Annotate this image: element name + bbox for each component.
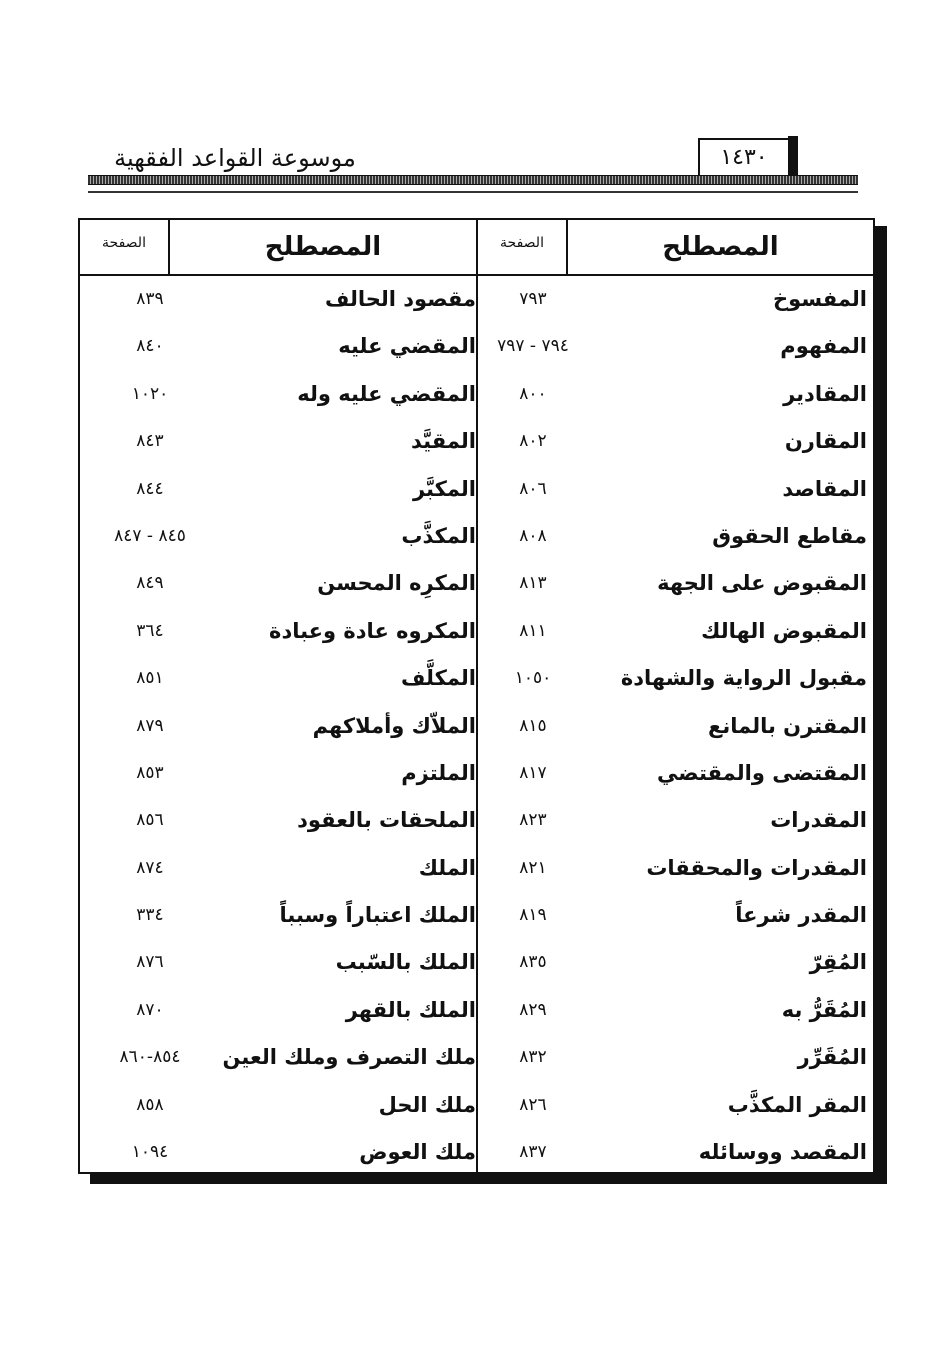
index-page: ٨٧٩ xyxy=(136,715,164,736)
left-header-row xyxy=(80,220,476,276)
index-page: ٨٢١ xyxy=(519,857,547,878)
index-row xyxy=(478,845,873,892)
index-page: ٨٧٠ xyxy=(136,999,164,1020)
table-shadow-right xyxy=(875,226,887,1184)
index-term: المُقَرُّ به xyxy=(781,997,867,1022)
index-term: المقبوض على الجهة xyxy=(657,571,867,596)
index-page: ٨٠٦ xyxy=(519,478,547,499)
index-term: المقدرات والمحققات xyxy=(646,855,867,880)
index-row xyxy=(478,939,873,986)
index-term: المقبوض الهالك xyxy=(701,618,867,643)
index-page: ٨٣٧ xyxy=(519,1142,547,1163)
index-row xyxy=(80,418,476,465)
index-row xyxy=(80,1082,476,1129)
index-row xyxy=(80,845,476,892)
header-rule-thick xyxy=(88,175,858,185)
index-row xyxy=(478,655,873,702)
index-page: ٨١٣ xyxy=(519,573,547,594)
index-term: مقصود الحالف xyxy=(324,287,476,311)
index-page: ٨٠٨ xyxy=(519,525,547,546)
page-number: ١٤٣٠ xyxy=(698,138,790,178)
index-row xyxy=(80,371,476,418)
index-term: المقدرات xyxy=(770,808,867,833)
index-row xyxy=(478,276,873,323)
index-term: المقادير xyxy=(783,381,867,406)
index-term: المقتضى والمقتضي xyxy=(657,760,867,785)
index-term: مقبول الرواية والشهادة xyxy=(620,666,867,691)
index-row xyxy=(80,608,476,655)
index-row xyxy=(80,1129,476,1176)
index-page: ٨٧٤ xyxy=(136,857,164,878)
index-row xyxy=(478,1129,873,1176)
header-separator xyxy=(168,220,170,274)
index-page: ٧٩٣ xyxy=(519,289,547,309)
index-page: ١٠٩٤ xyxy=(131,1142,169,1163)
index-term: المقضي عليه وله xyxy=(297,381,476,406)
right-column xyxy=(478,220,873,1172)
index-row xyxy=(478,371,873,418)
index-page: ٨٢٦ xyxy=(519,1094,547,1115)
right-rows xyxy=(478,276,873,1176)
index-term: الملحقات بالعقود xyxy=(297,808,476,833)
index-page: ٨٠٢ xyxy=(519,431,547,452)
book-title: موسوعة القواعد الفقهية xyxy=(114,144,356,172)
index-page: ٨٥٦ xyxy=(136,810,164,831)
header-separator xyxy=(566,220,568,274)
index-row xyxy=(478,466,873,513)
index-row xyxy=(478,513,873,560)
index-page: ٨٤٣ xyxy=(136,431,164,452)
index-term: المكذَّب xyxy=(401,523,476,548)
index-row xyxy=(80,655,476,702)
index-row xyxy=(478,1034,873,1081)
index-term: المقصد ووسائله xyxy=(698,1140,867,1165)
index-page: ٨٥١ xyxy=(136,668,164,689)
index-row xyxy=(80,750,476,797)
right-header-row xyxy=(478,220,873,276)
index-row xyxy=(478,323,873,370)
index-term: المفهوم xyxy=(780,334,867,359)
index-row xyxy=(80,466,476,513)
index-term: المقيَّد xyxy=(411,429,476,454)
index-page: ٨١١ xyxy=(519,620,547,641)
index-row xyxy=(80,1034,476,1081)
index-row xyxy=(80,513,476,560)
index-term: الملك بالسّبب xyxy=(335,950,476,975)
index-term: الملك اعتباراً وسبباً xyxy=(279,903,476,928)
index-page: ٣٣٤ xyxy=(136,905,164,926)
index-row xyxy=(80,323,476,370)
index-page: ١٠٥٠ xyxy=(514,668,552,689)
index-page: ٨٣٢ xyxy=(519,1047,547,1068)
index-row xyxy=(478,750,873,797)
index-page: ٨١٧ xyxy=(519,762,547,783)
index-row xyxy=(478,560,873,607)
index-row xyxy=(80,703,476,750)
index-term: المكبَّر xyxy=(412,476,476,501)
index-page: ٨١٩ xyxy=(519,905,547,926)
term-header: المصطلح xyxy=(662,232,779,262)
index-term: الملك بالقهر xyxy=(345,997,476,1022)
index-page: ٣٦٤ xyxy=(136,620,164,641)
index-row xyxy=(478,608,873,655)
index-row xyxy=(80,797,476,844)
index-page: ٨٥٤-٨٦٠ xyxy=(119,1047,181,1068)
index-term: الملاّك وأملاكهم xyxy=(312,713,476,738)
index-row xyxy=(478,1082,873,1129)
index-term: المقر المكذَّب xyxy=(727,1092,867,1117)
index-row xyxy=(80,560,476,607)
index-term: المقضي عليه xyxy=(338,334,476,359)
index-term: المقاصد xyxy=(782,476,867,501)
page-header xyxy=(0,0,939,200)
index-row xyxy=(478,892,873,939)
index-page: ٨٥٨ xyxy=(136,1094,164,1115)
index-page: ٨٧٦ xyxy=(136,952,164,973)
index-table xyxy=(78,218,875,1174)
left-rows xyxy=(80,276,476,1176)
index-term: المكرِه المحسن xyxy=(317,571,476,596)
index-page: ٨٢٩ xyxy=(519,999,547,1020)
index-page: ٧٩٤ - ٧٩٧ xyxy=(497,336,569,357)
term-header: المصطلح xyxy=(264,232,382,262)
index-term: مقاطع الحقوق xyxy=(712,523,867,548)
index-term: ملك الحل xyxy=(378,1092,476,1117)
index-term: المكلَّف xyxy=(401,666,476,691)
index-page: ٨٤٩ xyxy=(136,573,164,594)
page-header: الصفحة xyxy=(102,235,146,251)
index-row xyxy=(478,418,873,465)
index-page: ٨٤٥ - ٨٤٧ xyxy=(114,525,186,546)
index-page: ٨٥٣ xyxy=(136,762,164,783)
index-page: ١٠٢٠ xyxy=(131,383,169,404)
index-row xyxy=(478,987,873,1034)
index-term: ملك العوض xyxy=(359,1140,476,1165)
index-page: ٨٢٣ xyxy=(519,810,547,831)
page-header: الصفحة xyxy=(500,235,544,251)
index-row xyxy=(80,939,476,986)
index-row xyxy=(478,797,873,844)
index-page: ٨٣٩ xyxy=(136,289,164,309)
index-term: الملتزم xyxy=(401,760,476,785)
index-term: المكروه عادة وعبادة xyxy=(269,618,476,643)
index-term: المُقِرّ xyxy=(809,950,867,975)
index-page: ٨٤٠ xyxy=(136,336,164,357)
index-page: ٨١٥ xyxy=(519,715,547,736)
index-term: المفسوخ xyxy=(773,287,867,311)
index-term: ملك التصرف وملك العين xyxy=(222,1045,476,1070)
header-rule-thin xyxy=(88,191,858,193)
index-page: ٨٠٠ xyxy=(519,383,547,404)
index-term: المقارن xyxy=(784,429,867,454)
left-column xyxy=(80,220,476,1172)
index-row xyxy=(478,703,873,750)
index-term: المُقَرِّر xyxy=(797,1045,867,1070)
index-row xyxy=(80,276,476,323)
index-term: المقترن بالمانع xyxy=(708,713,867,738)
index-row xyxy=(80,987,476,1034)
index-page: ٨٤٤ xyxy=(136,478,164,499)
index-term: المقدر شرعاً xyxy=(735,903,867,928)
index-row xyxy=(80,892,476,939)
index-term: الملك xyxy=(418,855,476,880)
index-page: ٨٣٥ xyxy=(519,952,547,973)
